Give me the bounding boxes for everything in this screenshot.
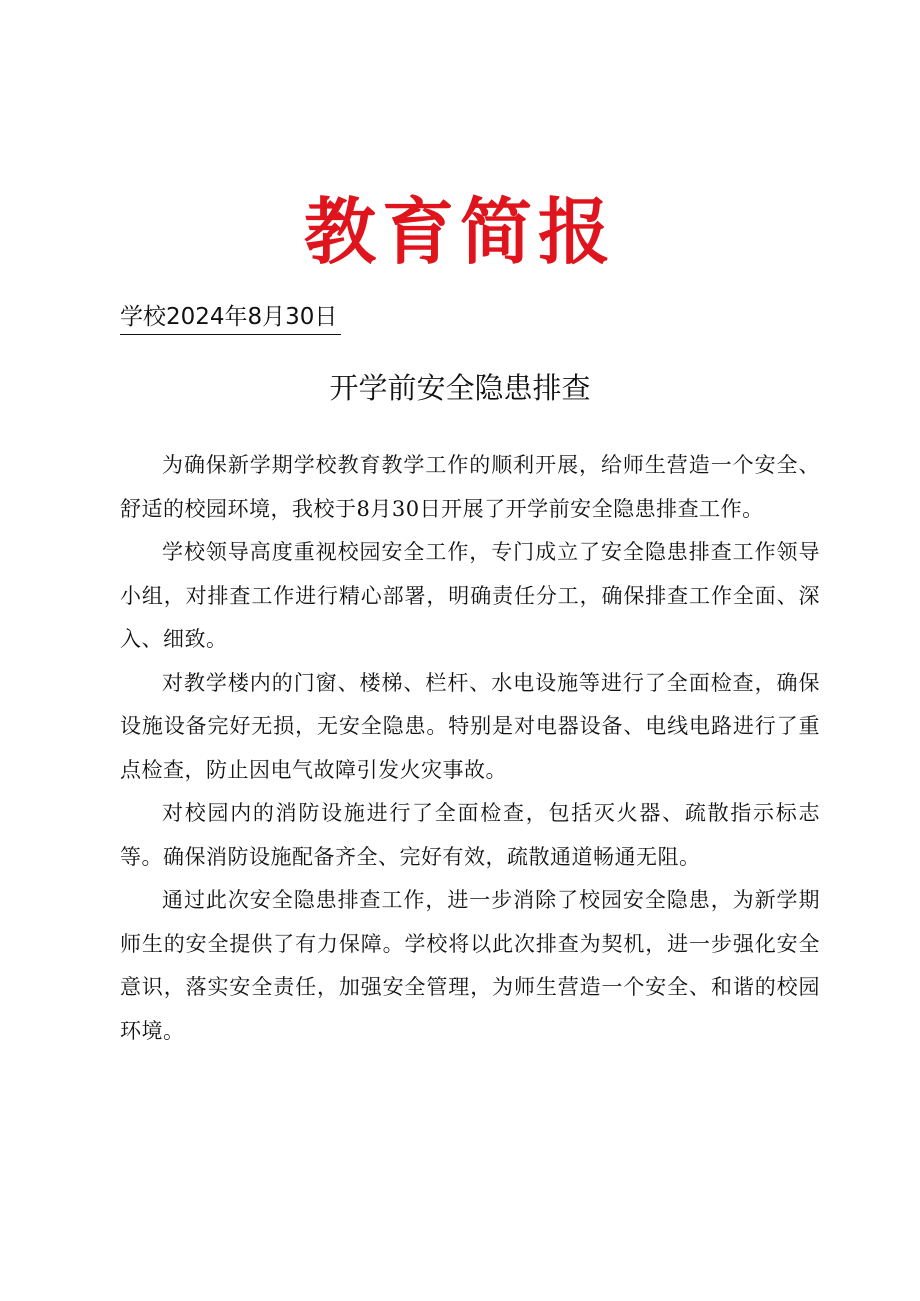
issue-dateline: 学校2024年8月30日	[120, 300, 341, 335]
article-body	[120, 444, 820, 1053]
article-paragraph: 对校园内的消防设施进行了全面检查，包括灭火器、疏散指示标志等。确保消防设施配备齐全、完好有效，疏散通道畅通无阻。	[120, 801, 820, 869]
article-paragraph: 学校领导高度重视校园安全工作，专门成立了安全隐患排查工作领导小组，对排査工作进行精心部署，明确责任分工，确保排查工作全面、深入、细致。	[120, 540, 820, 651]
article-title: 开学前安全隐患排查	[329, 371, 591, 405]
article-paragraph: 通过此次安全隐患排查工作，进一步消除了校园安全隐患，为新学期师生的安全提供了有力保障。学校将以此次排查为契机，进一步强化安全意识，落实安全责任，加强安全管理，为师生营造一个安全、和谐的校园环境。	[120, 888, 820, 1043]
masthead-title: 教育简报	[303, 189, 616, 274]
article-paragraph: 为确保新学期学校教育教学工作的顺利开展，给师生营造一个安全、舒适的校园环境，我校于8月30日开展了开学前安全隐患排查工作。	[120, 453, 820, 521]
article-paragraph: 对教学楼内的门窗、楼梯、栏杆、水电设施等进行了全面检查，确保设施设备完好无损，无安全隐患。特别是对电器设备、电线电路进行了重点检查，防止因电气故障引发火灾事故。	[120, 670, 820, 782]
